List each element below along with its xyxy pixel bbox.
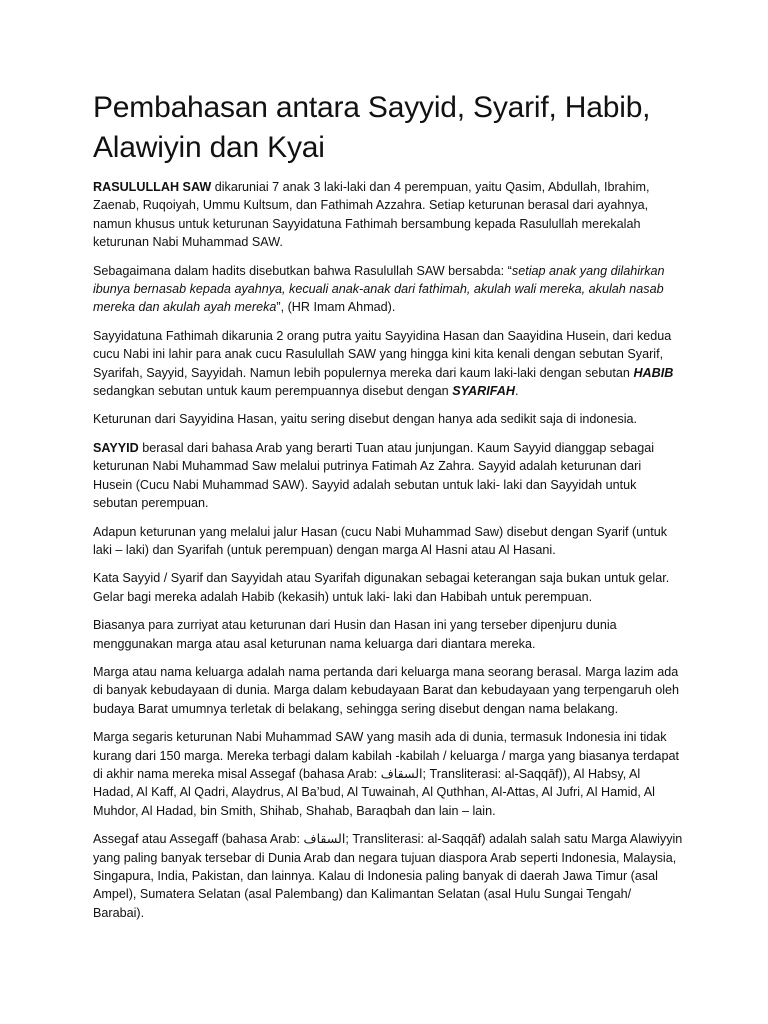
- term-habib: HABIB: [633, 365, 674, 380]
- document-title: Pembahasan antara Sayyid, Syarif, Habib, Alawiyin dan Kyai: [93, 91, 651, 164]
- paragraph-rasulullah: [93, 178, 683, 252]
- paragraph-text: Assegaf atau Assegaff (bahasa Arab: السقاف; Transliterasi: al-Saqqāf) adalah salah satu Marga Alawiyyin yang paling banyak tersebar di Dunia Arab dan negara tujuan diaspora Arab seperti Indonesia, Malaysia, Singapura, India, Pakistan, dan lainnya. Kalau di Indonesia paling banyak di daerah Jawa Timur (asal Ampel), Sumatera Selatan (asal Palembang) dan Kalimantan Selatan (asal Hulu Sungai Tengah/ Barabai).: [93, 832, 683, 920]
- bold-sayyid: SAYYID: [93, 440, 139, 455]
- paragraph-text: Sayyidatuna Fathimah dikarunia 2 orang putra yaitu Sayyidina Hasan dan Saayidina Husein, dari kedua cucu Nabi ini lahir para anak cucu Rasulullah SAW yang hingga kini kita kenali dengan sebutan Syarif, Syarifah, Sayyid, Sayyidah. Namun lebih populernya mereka dari kaum laki-laki dengan sebutan: [93, 328, 672, 380]
- paragraph-hadits: [93, 262, 683, 317]
- paragraph-marga-segaris: [93, 728, 683, 820]
- paragraph-text: Adapun keturunan yang melalui jalur Hasan (cucu Nabi Muhammad Saw) disebut dengan Syarif (untuk laki – laki) dan Syarifah (untuk perempuan) dengan marga Al Hasni atau Al Hasani.: [93, 524, 668, 557]
- document-page: [93, 88, 683, 932]
- paragraph-text: .: [514, 384, 519, 399]
- paragraph-gelar: [93, 569, 683, 606]
- paragraph-syarif: [93, 523, 683, 560]
- paragraph-text: Marga segaris keturunan Nabi Muhammad SAW yang masih ada di dunia, termasuk Indonesia ini tidak kurang dari 150 marga. Mereka terbagi dalam kabilah -kabilah / keluarga / marga yang biasanya terdapat di akhir nama mereka misal Assegaf (bahasa Arab: السقاف; Transliterasi: al-Saqqāf)), Al Habsy, Al Hadad, Al Kaff, Al Qadri, Alaydrus, Al Ba’bud, Al Tuwainah, Al Quthhan, Al-Attas, Al Jufri, Al Hamid, Al Muhdor, Al Hadad, bin Smith, Shihab, Shahab, Baraqbah dan lain – lain.: [93, 730, 679, 818]
- paragraph-fathimah: [93, 327, 683, 401]
- term-syarifah: SYARIFAH: [452, 384, 515, 399]
- hadits-quote: setiap anak yang dilahirkan ibunya bernasab kepada ayahnya, kecuali anak-anak dari fathimah, akulah wali mereka, akulah nasab mereka dan akulah ayah mereka: [93, 263, 665, 315]
- paragraph-text: Sebagaimana dalam hadits disebutkan bahwa Rasulullah SAW bersabda: “: [93, 263, 512, 278]
- paragraph-text: dikaruniai 7 anak 3 laki-laki dan 4 perempuan, yaitu Qasim, Abdullah, Ibrahim, Zaenab, Ruqoiyah, Ummu Kultsum, dan Fathimah Azzahra. Setiap keturunan berasal dari ayahnya, namun khusus untuk keturunan Sayyidatuna Fathimah bersambung kepada Rasulullah merekalah keturunan Nabi Muhammad SAW.: [93, 180, 650, 250]
- paragraph-text: Kata Sayyid / Syarif dan Sayyidah atau Syarifah digunakan sebagai keterangan saja bukan untuk gelar. Gelar bagi mereka adalah Habib (kekasih) untuk laki- laki dan Habibah untuk perempuan.: [93, 571, 670, 604]
- paragraph-marga: [93, 663, 683, 718]
- paragraph-zurriyat: [93, 616, 683, 653]
- paragraph-text: Marga atau nama keluarga adalah nama pertanda dari keluarga mana seorang berasal. Marga lazim ada di banyak kebudayaan di dunia. Marga dalam kebudayaan Barat dan kebudayaan yang terpengaruh oleh budaya Barat umumnya terletak di belakang, sehingga sering disebut dengan nama belakang.: [93, 664, 680, 716]
- paragraph-hasan: [93, 410, 683, 428]
- bold-rasulullah-saw: RASULULLAH SAW: [93, 180, 212, 194]
- paragraph-text: berasal dari bahasa Arab yang berarti Tuan atau junjungan. Kaum Sayyid dianggap sebagai keturunan Nabi Muhammad Saw melalui putrinya Fatimah Az Zahra. Sayyid adalah keturunan dari Husein (Cucu Nabi Muhammad SAW). Sayyid adalah sebutan untuk laki- laki dan Sayyidah untuk sebutan perempuan.: [93, 440, 655, 511]
- paragraph-sayyid: [93, 439, 683, 513]
- paragraph-text: Keturunan dari Sayyidina Hasan, yaitu sering disebut dengan hanya ada sedikit saja di indonesia.: [93, 412, 637, 427]
- paragraph-assegaf: [93, 830, 683, 922]
- paragraph-text: sedangkan sebutan untuk kaum perempuannya disebut dengan: [93, 384, 453, 399]
- paragraph-text: ”, (HR Imam Ahmad).: [276, 300, 396, 315]
- paragraph-text: Biasanya para zurriyat atau keturunan dari Husin dan Hasan ini yang terseber dipenjuru dunia menggunakan marga atau asal keturunan nama keluarga dari diantara mereka.: [93, 618, 617, 651]
